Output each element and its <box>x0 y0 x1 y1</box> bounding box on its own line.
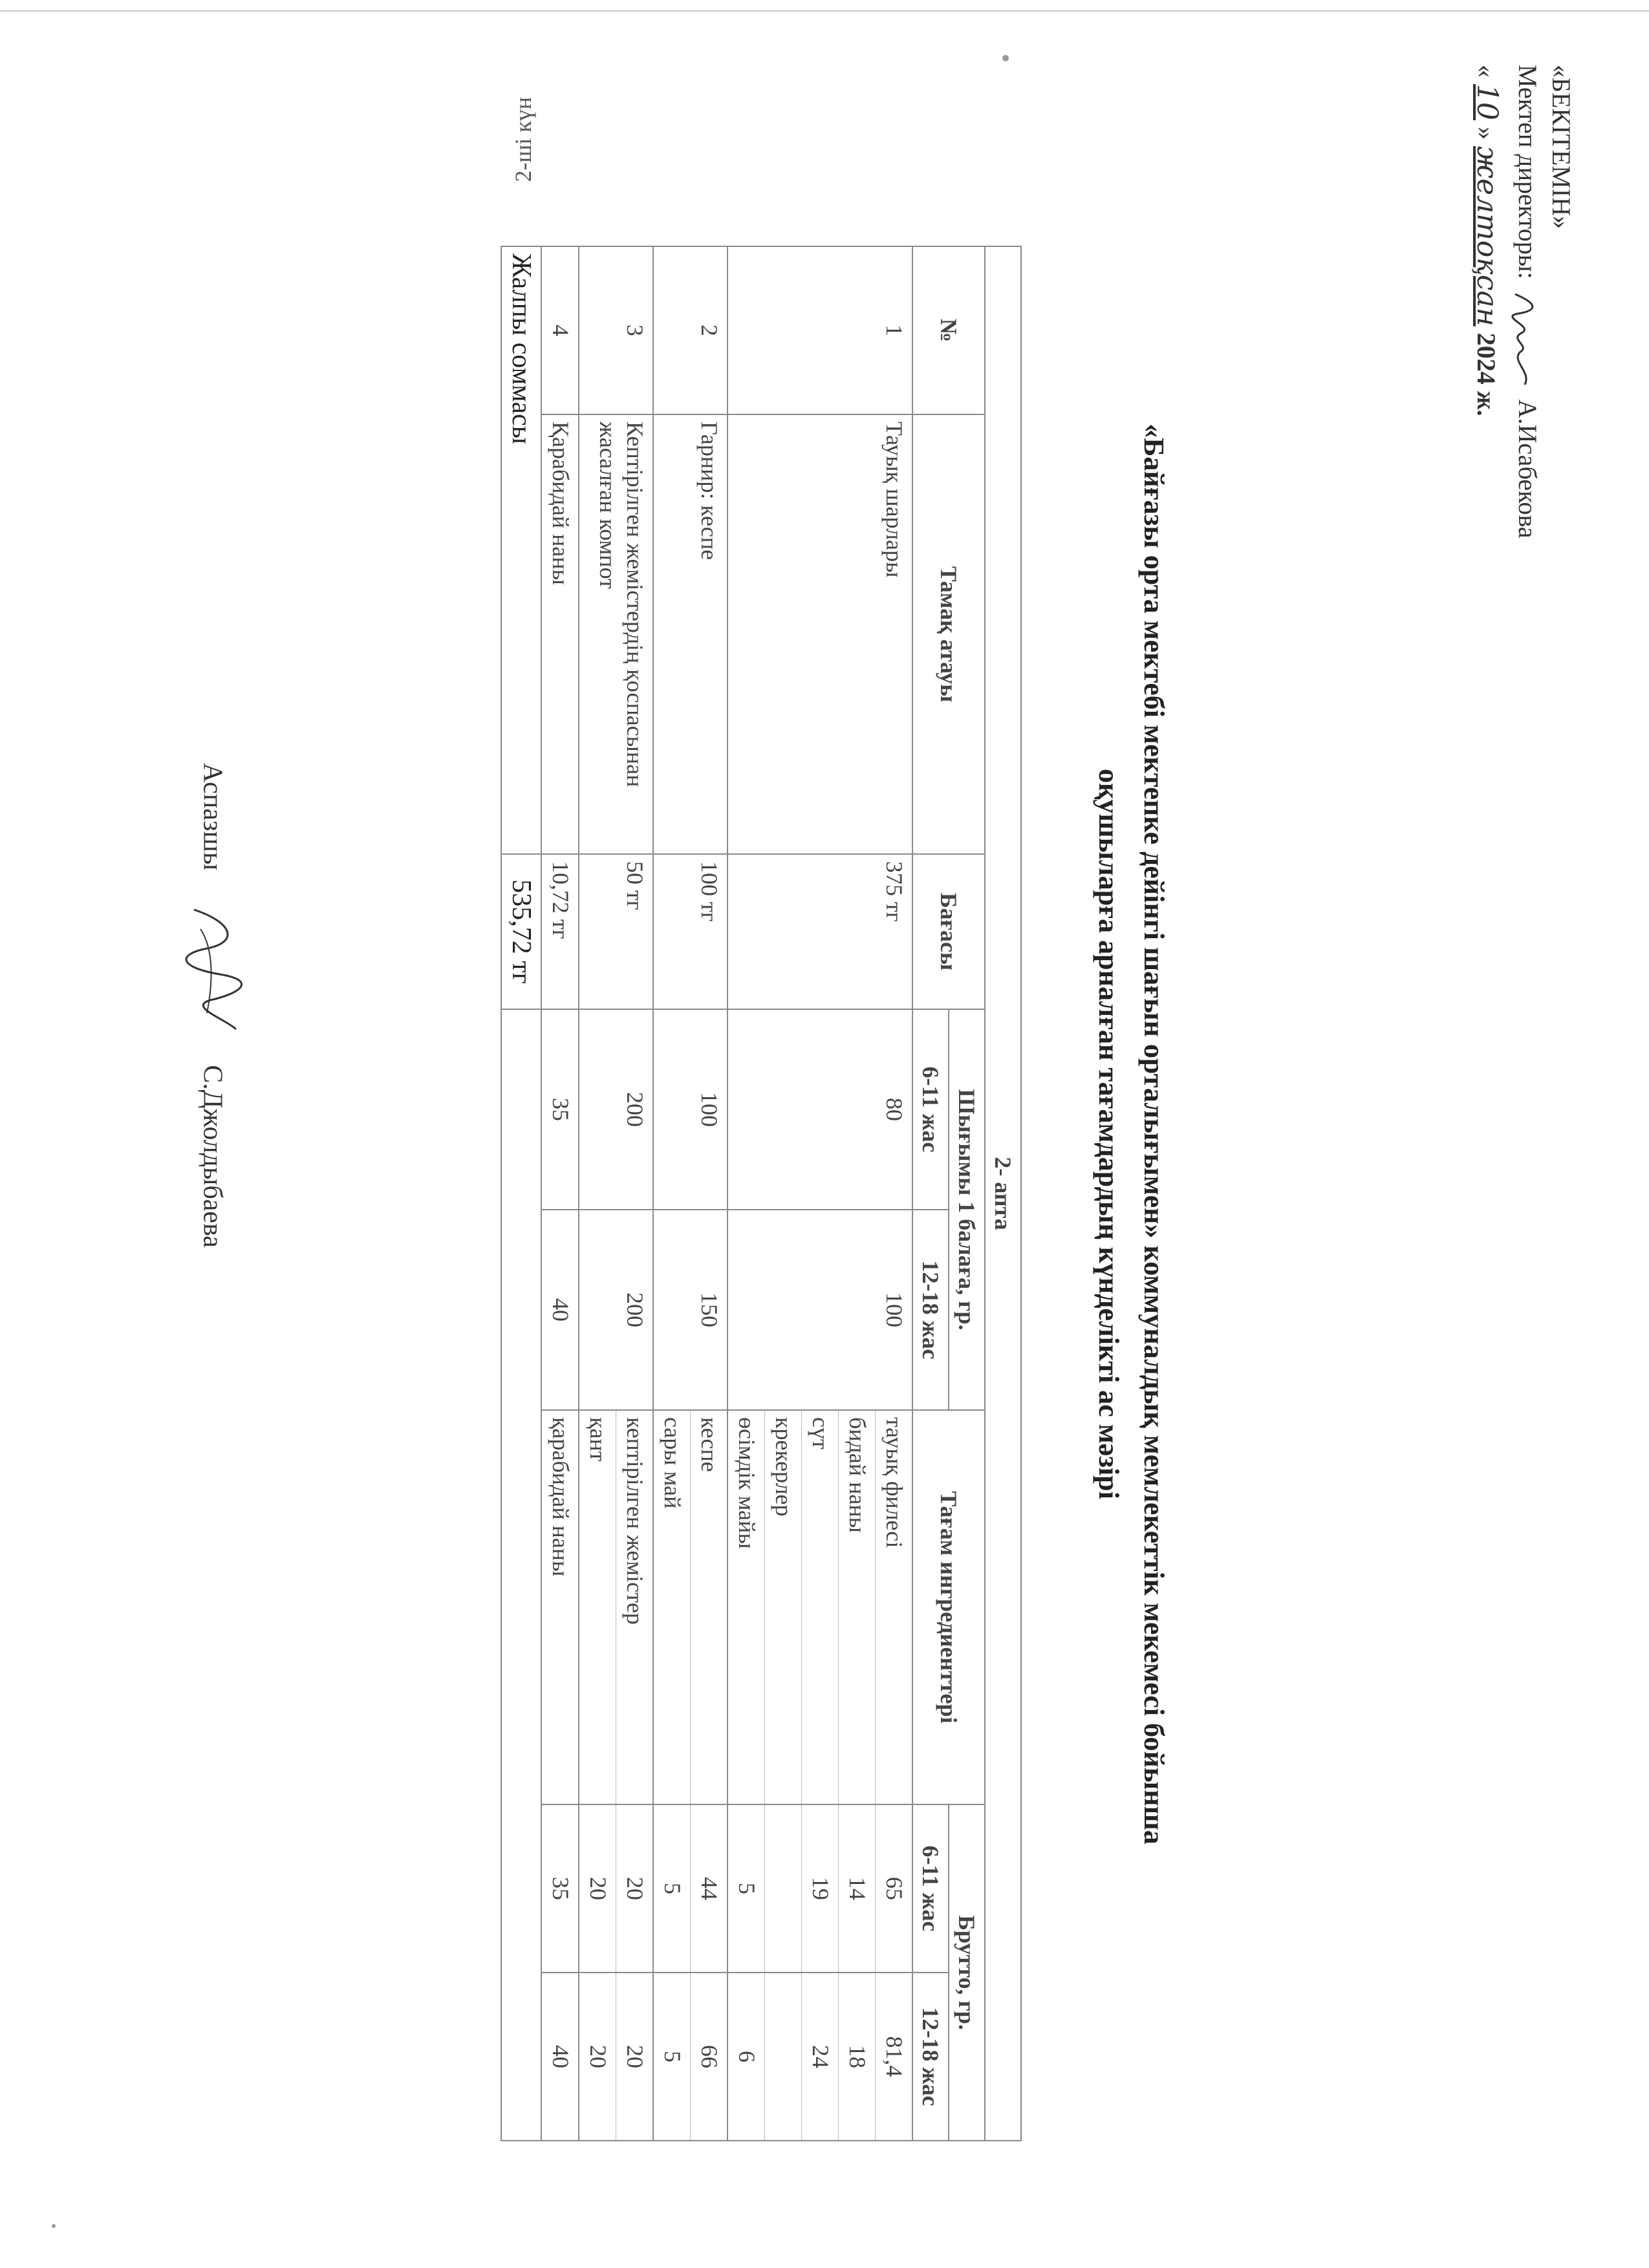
row-output-a: 100 <box>653 1009 727 1210</box>
gross-value: 20 <box>585 2045 611 2068</box>
header-gross-b: 12-18 жас <box>912 1973 949 2141</box>
gross-value: 5 <box>660 2051 685 2062</box>
gross-value: 66 <box>690 1973 727 2140</box>
approval-org: «БЕКІТЕМІН» <box>1547 65 1576 230</box>
row-num: 3 <box>579 246 653 414</box>
ingredient: өсімдік майы <box>734 1417 760 1549</box>
row-ingredients <box>653 1410 727 1804</box>
gross-value: 5 <box>734 1883 760 1894</box>
row-dish: Гарнир: кеспе <box>653 414 727 854</box>
ingredient: қант <box>585 1417 611 1462</box>
gross-value: 40 <box>548 2045 574 2068</box>
row-gross-b <box>727 1973 912 2141</box>
cook-line <box>175 763 246 1248</box>
row-output-b: 150 <box>653 1210 727 1410</box>
date-month: желтоқсан <box>1471 146 1503 326</box>
row-gross-a <box>653 1804 727 1973</box>
ingredient: крекерлер <box>764 1411 801 1804</box>
header-output-b: 12-18 жас <box>912 1210 949 1410</box>
header-output-a: 6-11 жас <box>912 1009 949 1210</box>
row-output-b: 100 <box>727 1210 912 1410</box>
row-ingredients <box>579 1410 653 1804</box>
row-num: 1 <box>727 246 912 414</box>
approval-director-line <box>1505 65 1544 539</box>
gross-value: 81,4 <box>875 1973 912 2140</box>
document-title-line2: оқушыларға арналған тағамдардың күнделікті ас мәзірі <box>1093 769 1125 1499</box>
ingredient: кеспе <box>690 1411 727 1804</box>
row-gross-b <box>541 1973 579 2141</box>
row-gross-a <box>727 1804 912 1973</box>
director-name: А.Исабекова <box>1513 399 1542 539</box>
gross-value: 65 <box>875 1805 912 1972</box>
gross-value: 24 <box>801 1973 838 2140</box>
director-label: Мектеп директоры: <box>1513 65 1542 279</box>
date-year: 2024 ж. <box>1472 332 1501 416</box>
week-header: 2- апта <box>985 246 1021 2141</box>
menu-table <box>501 246 1022 2141</box>
gross-value: 20 <box>616 1973 652 2140</box>
header-output: Шығымы 1 балаға, гр. <box>949 1009 985 1410</box>
gross-value: 19 <box>801 1805 838 1972</box>
table-row <box>541 246 579 2141</box>
row-gross-a <box>579 1804 653 1973</box>
row-price: 10,72 тг <box>541 854 579 1009</box>
table-total-row <box>501 246 541 2141</box>
row-output-a: 200 <box>579 1009 653 1210</box>
gross-value: 20 <box>616 1805 652 1972</box>
row-dish: Тауық шарлары <box>727 414 912 854</box>
header-gross-a: 6-11 жас <box>912 1804 949 1973</box>
row-price: 50 тг <box>579 854 653 1009</box>
director-signature <box>1505 291 1544 388</box>
gross-value: 5 <box>660 1883 685 1894</box>
row-output-b: 40 <box>541 1210 579 1410</box>
gross-value: 35 <box>548 1877 574 1900</box>
day-label: 2-ші күн <box>510 97 536 182</box>
cook-name: С.Джолдыбаева <box>197 1065 228 1248</box>
date-quote-close: » <box>1472 127 1501 140</box>
row-gross-a <box>541 1804 579 1973</box>
row-dish: Қарабидай наны <box>541 414 579 854</box>
cook-label: Аспазшы <box>197 763 228 871</box>
ingredient: тауық филесі <box>875 1411 912 1804</box>
gross-value: 14 <box>838 1805 875 1972</box>
date-day: 10 <box>1471 84 1503 120</box>
row-ingredients <box>541 1410 579 1804</box>
header-ingredients: Тағам ингредиенттері <box>912 1410 985 1804</box>
row-gross-b <box>653 1973 727 2141</box>
row-price: 100 тг <box>653 854 727 1009</box>
row-output-a: 80 <box>727 1009 912 1210</box>
row-num: 2 <box>653 246 727 414</box>
row-output-a: 35 <box>541 1009 579 1210</box>
document-title-line1: «Байғазы орта мектебі мектепке дейінгі шағын орталығымен» коммуналдық мемлекеттік мекемесі бойынша <box>1138 423 1170 1845</box>
gross-value: 18 <box>838 1973 875 2140</box>
ingredient: қарабидай наны <box>548 1417 574 1577</box>
date-quote-open: « <box>1472 65 1501 78</box>
table-header-row <box>949 246 985 2141</box>
ingredient: кептірілген жемістер <box>616 1411 652 1804</box>
table-week-row <box>985 246 1021 2141</box>
row-num: 4 <box>541 246 579 414</box>
total-label: Жалпы соммасы <box>501 246 541 854</box>
header-gross: Брутто, гр. <box>949 1804 985 2141</box>
header-num: № <box>912 246 985 414</box>
gross-value: 44 <box>690 1805 727 1972</box>
gross-value <box>764 1805 801 1972</box>
ingredient: бидай наны <box>838 1411 875 1804</box>
table-row <box>727 246 912 2141</box>
total-value: 535,72 тг <box>501 854 541 1009</box>
table-row <box>579 246 653 2141</box>
row-dish: Кептірілген жемістердің қоспасынан жасалған компот <box>579 414 653 854</box>
approval-block <box>1469 65 1578 539</box>
row-gross-b <box>579 1973 653 2141</box>
gross-value: 6 <box>734 2051 760 2062</box>
table-row <box>653 246 727 2141</box>
total-empty-cell <box>501 1009 541 2141</box>
row-price: 375 тг <box>727 854 912 1009</box>
header-price: Бағасы <box>912 854 985 1009</box>
ingredient: сүт <box>801 1411 838 1804</box>
row-ingredients <box>727 1410 912 1804</box>
row-output-b: 200 <box>579 1210 653 1410</box>
gross-value <box>764 1973 801 2140</box>
ingredient: сары май <box>660 1417 685 1509</box>
approval-date <box>1469 65 1505 539</box>
gross-value: 20 <box>585 1877 611 1900</box>
cook-signature <box>175 903 246 1032</box>
header-dish: Тамақ атауы <box>912 414 985 854</box>
